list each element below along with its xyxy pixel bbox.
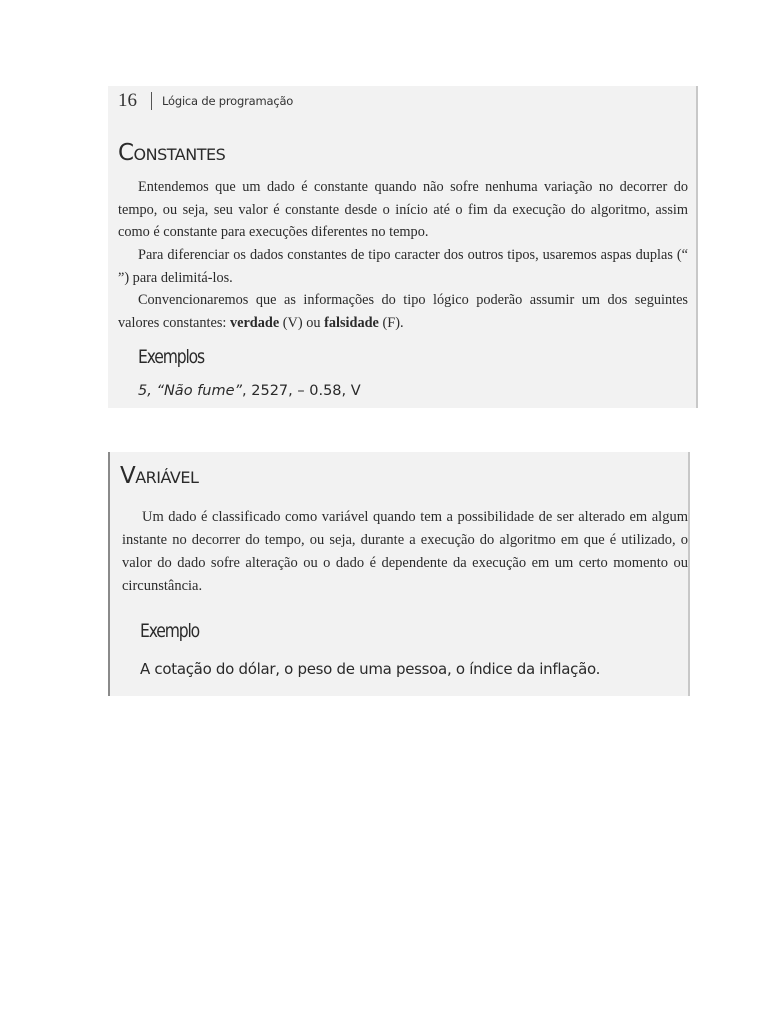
paragraph-text: Convencionaremos que as informações do tipo lógico poderão assumir um dos seguintes valores constantes: [118,292,688,331]
paragraph-constantes-logical [118,289,688,334]
example-string: “Não fume” [156,383,243,399]
paragraph-variavel-definition: Um dado é classificado como variável quando tem a possibilidade de ser alterado em algum instante no decorrer do tempo, ou seja, durante a execução do algoritmo em que é utilizado, o valor do dado sofre alteração ou o dado é dependente da execução em um certo momento ou circunstância. [122,509,688,594]
term-verdade: verdade [229,314,280,331]
example-variavel: A cotação do dólar, o peso de uma pessoa, o índice da inflação. [140,660,601,678]
paragraph-constantes-definition: Entendemos que um dado é constante quando não sofre nenhuma variação no decorrer do tempo, ou seja, seu valor é constante desde o início até o fim da execução do algoritmo, assim como é constante para execuções diferentes no tempo. [118,179,688,240]
examples-heading: Exemplos [138,346,205,368]
paragraph-constantes-quotes: Para diferenciar os dados constantes de tipo caracter dos outros tipos, usaremos aspas duplas (“ ”) para delimitá-los. [118,247,688,286]
page-number: 16 [118,90,137,111]
scan-constantes [108,86,698,408]
paragraph-text: (F). [378,314,404,331]
example-values: , 2527, – 0.58, V [242,383,361,399]
paragraph-text: (V) ou [279,314,325,331]
example-heading: Exemplo [140,620,200,642]
running-title: Lógica de programação [162,94,294,108]
examples-constantes [138,383,361,399]
section-title-variavel: Variável [120,463,199,489]
term-falsidade: falsidade [324,314,379,331]
example-number: 5, [138,383,157,399]
scan-variavel [108,452,690,696]
page-header [118,90,293,112]
section-title-constantes: Constantes [118,140,226,166]
header-divider [151,92,152,110]
